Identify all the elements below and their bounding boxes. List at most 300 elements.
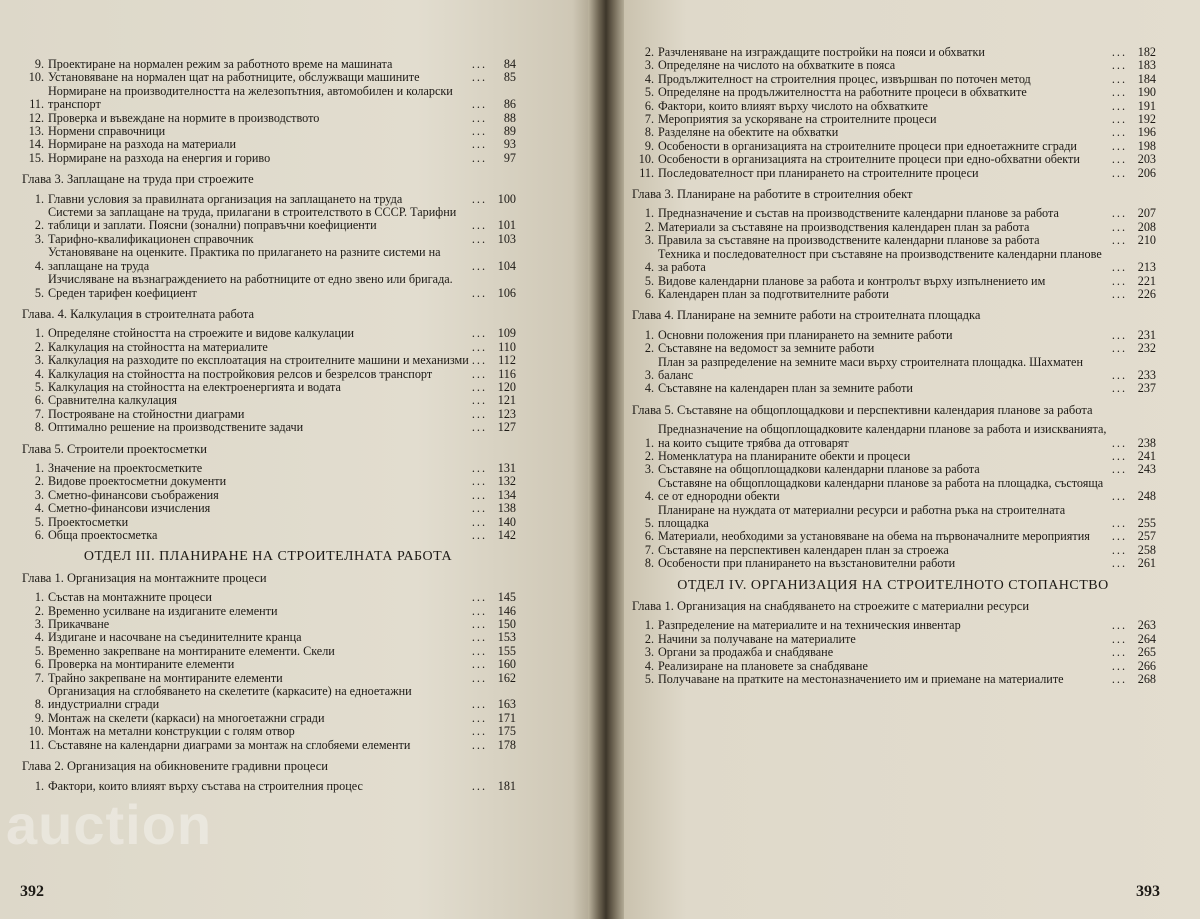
chapter-heading: Глава 2. Организация на обикновените градивни процеси — [22, 759, 328, 774]
entry-number: 6. — [34, 657, 44, 672]
entry-number: 14. — [28, 137, 44, 152]
entry-number: 8. — [34, 420, 44, 435]
entry-title: Монтаж на скелети (каркаси) на многоетажни сгради — [48, 710, 325, 725]
entry-page: 226 — [1137, 286, 1156, 301]
leader-dots: ... — [471, 285, 487, 300]
toc-entry — [20, 193, 516, 206]
entry-title: Начини за получаване на материалите — [658, 631, 856, 646]
entry-page: 134 — [497, 487, 516, 502]
toc-entry — [630, 153, 1156, 166]
entry-title: Видове календарни планове за работа и контролът върху изпълнението им — [658, 273, 1046, 288]
entry-title: Построяване на стойностни диаграми — [48, 406, 245, 421]
entry-page: 213 — [1137, 260, 1156, 275]
leader-dots: ... — [471, 617, 487, 632]
entry-number: 8. — [644, 556, 654, 571]
toc-entry — [20, 71, 516, 84]
entry-number: 15. — [28, 150, 44, 165]
entry-page: 160 — [497, 657, 516, 672]
entry-title: Проектосметки — [48, 514, 129, 529]
entry-number: 4. — [644, 260, 654, 275]
entry-page: 190 — [1137, 85, 1156, 100]
toc-entry — [20, 685, 516, 712]
toc-entry — [20, 502, 516, 515]
entry-number: 1. — [34, 191, 44, 206]
entry-page: 192 — [1137, 112, 1156, 127]
entry-number: 2. — [34, 474, 44, 489]
entry-page: 207 — [1137, 206, 1156, 221]
toc-entry — [630, 113, 1156, 126]
leader-dots: ... — [1111, 45, 1127, 59]
entry-number: 3. — [644, 233, 654, 248]
leader-dots: ... — [471, 339, 487, 354]
toc-entry — [20, 631, 516, 644]
entry-number: 3. — [644, 462, 654, 477]
entry-number: 8. — [644, 125, 654, 140]
entry-page: 97 — [503, 150, 516, 165]
toc-entry — [20, 712, 516, 725]
entry-page: 264 — [1137, 631, 1156, 646]
toc-entry — [20, 327, 516, 340]
entry-title: Нормиране на разхода на енергия и гориво — [48, 150, 271, 165]
leader-dots: ... — [471, 657, 487, 672]
entry-title: Калкулация на стойността на постройковия релсов и безрелсов транспорт — [48, 366, 433, 381]
entry-page: 206 — [1137, 165, 1156, 180]
entry-page: 248 — [1137, 489, 1156, 504]
entry-title: Съставяне на перспективен календарен план за строежа — [658, 542, 949, 557]
entry-title: Калкулация на разходите по експлоатация на строителните машини и механизми — [48, 353, 469, 368]
entry-page: 109 — [497, 326, 516, 341]
entry-title: Монтаж на метални конструкции с голям отвор — [48, 724, 295, 739]
toc-entry — [630, 73, 1156, 86]
part-heading: ОТДЕЛ IV. ОРГАНИЗАЦИЯ НА СТРОИТЕЛНОТО СТОПАНСТВО — [677, 577, 1109, 593]
entry-page: 86 — [503, 97, 516, 112]
entry-page: 181 — [497, 778, 516, 793]
entry-title: Материали за съставяне на производствения календарен план за работа — [658, 219, 1030, 234]
toc-entry — [20, 725, 516, 738]
leader-dots: ... — [471, 150, 487, 165]
entry-page: 121 — [497, 393, 516, 408]
toc-entry — [630, 46, 1156, 59]
entry-page: 84 — [503, 57, 516, 71]
entry-number: 5. — [644, 85, 654, 100]
entry-page: 203 — [1137, 152, 1156, 167]
leader-dots: ... — [471, 420, 487, 435]
entry-number: 3. — [644, 58, 654, 73]
entry-title: Фактори, които влияят върху състава на строителния процес — [48, 778, 363, 793]
entry-number: 4. — [34, 258, 44, 273]
entry-number: 1. — [644, 435, 654, 450]
toc-entry — [20, 516, 516, 529]
leader-dots: ... — [471, 487, 487, 502]
toc-entry — [630, 329, 1156, 342]
entry-title: Тарифно-квалификационен справочник — [48, 231, 254, 246]
entry-number: 5. — [644, 273, 654, 288]
leader-dots: ... — [1111, 233, 1127, 248]
leader-dots: ... — [471, 643, 487, 658]
entry-title: Разчленяване на изграждащите постройки на пояси и обхватки — [658, 45, 985, 59]
entry-page: 100 — [497, 191, 516, 206]
leader-dots: ... — [471, 218, 487, 233]
toc-entry — [630, 342, 1156, 355]
entry-title: Нормиране на производителността на железопътния, автомобилен и коларски транспорт — [48, 83, 453, 112]
entry-title: Състав на монтажните процеси — [48, 590, 212, 605]
entry-title: Органи за продажба и снабдяване — [658, 645, 834, 660]
leader-dots: ... — [1111, 435, 1127, 450]
entry-number: 2. — [644, 448, 654, 463]
entry-page: 123 — [497, 406, 516, 421]
entry-title: Съставяне на общоплощадкови календарни планове за работа — [658, 462, 980, 477]
entry-title: Обща проектосметка — [48, 528, 158, 542]
entry-number: 2. — [644, 45, 654, 59]
leader-dots: ... — [471, 697, 487, 712]
chapter-heading: Глава 3. Заплащане на труда при строежите — [22, 172, 254, 187]
entry-title: Прикачване — [48, 617, 110, 632]
leader-dots: ... — [471, 737, 487, 752]
leader-dots: ... — [471, 231, 487, 246]
leader-dots: ... — [471, 258, 487, 273]
toc-entry — [20, 591, 516, 604]
entry-title: Калкулация на стойността на материалите — [48, 339, 268, 354]
toc-entry — [630, 382, 1156, 395]
toc-entry — [630, 275, 1156, 288]
part-heading: ОТДЕЛ III. ПЛАНИРАНЕ НА СТРОИТЕЛНАТА РАБОТА — [83, 549, 453, 565]
entry-title: Установяване на оценките. Практика по прилагането на разните системи на заплащане на труда — [48, 245, 441, 273]
entry-number: 2. — [644, 341, 654, 356]
entry-number: 6. — [34, 528, 44, 542]
entry-number: 2. — [644, 631, 654, 646]
entry-page: 138 — [497, 501, 516, 516]
leader-dots: ... — [1111, 672, 1127, 687]
leader-dots: ... — [471, 137, 487, 152]
entry-title: Калкулация на стойността на електроенергията и водата — [48, 379, 341, 394]
leader-dots: ... — [471, 97, 487, 112]
entry-number: 10. — [28, 724, 44, 739]
entry-page: 127 — [497, 420, 516, 435]
entry-title: Проектиране на нормален режим за работното време на машината — [48, 57, 393, 71]
leader-dots: ... — [1111, 206, 1127, 221]
entry-number: 8. — [34, 697, 44, 712]
chapter-heading: Глава 3. Планиране на работите в строителния обект — [632, 187, 913, 202]
entry-page: 257 — [1137, 529, 1156, 544]
leader-dots: ... — [1111, 341, 1127, 356]
right-page — [596, 0, 1200, 919]
entry-page: 112 — [498, 353, 516, 368]
toc-entry — [630, 59, 1156, 72]
entry-title: Последователност при планирането на строителните процеси — [658, 165, 979, 180]
toc-entry — [630, 504, 1156, 531]
leader-dots: ... — [471, 710, 487, 725]
entry-page: 263 — [1137, 618, 1156, 633]
entry-page: 146 — [497, 603, 516, 618]
toc-entry — [630, 100, 1156, 113]
entry-number: 3. — [34, 231, 44, 246]
entry-number: 11. — [29, 97, 44, 112]
toc-entry — [20, 112, 516, 125]
entry-title: Сравнителна калкулация — [48, 393, 178, 408]
toc-entry — [20, 780, 516, 793]
leader-dots: ... — [1111, 138, 1127, 153]
entry-page: 265 — [1137, 645, 1156, 660]
entry-page: 120 — [497, 379, 516, 394]
leader-dots: ... — [471, 70, 487, 85]
entry-title: Мероприятия за ускоряване на строителните процеси — [658, 112, 937, 127]
entry-page: 103 — [497, 231, 516, 246]
leader-dots: ... — [1111, 448, 1127, 463]
entry-title: Значение на проектосметките — [48, 460, 203, 475]
leader-dots: ... — [471, 124, 487, 139]
entry-page: 258 — [1137, 542, 1156, 557]
toc-entry — [630, 557, 1156, 570]
entry-title: Оптимално решение на производствените задачи — [48, 420, 304, 435]
entry-title: Сметно-финансови изчисления — [48, 501, 211, 516]
entry-number: 9. — [34, 57, 44, 71]
entry-number: 4. — [34, 501, 44, 516]
leader-dots: ... — [1111, 529, 1127, 544]
entry-title: Изчисляване на възнаграждението на работниците от едно звено или бригада. Среден тарифен коефициент — [48, 272, 453, 300]
entry-title: Определяне на продължителността на работните процеси в обхватките — [658, 85, 1027, 100]
entry-number: 1. — [644, 327, 654, 342]
entry-title: Сметно-финансови съображения — [48, 487, 219, 502]
book-gutter — [588, 0, 624, 919]
entry-number: 1. — [34, 460, 44, 475]
entry-title: Съставяне на общоплощадкови календарни планове за работа на площадка, състояща се от еднородни обекти — [658, 475, 1104, 504]
toc-entry — [630, 207, 1156, 220]
entry-number: 4. — [34, 366, 44, 381]
entry-page: 89 — [503, 124, 516, 139]
toc-entry — [20, 381, 516, 394]
leader-dots: ... — [471, 353, 487, 368]
leader-dots: ... — [471, 110, 487, 125]
entry-title: Организация на сглобяването на скелетите (каркасите) на едноетажни индустриални сгради — [48, 684, 412, 712]
entry-number: 6. — [644, 98, 654, 113]
leader-dots: ... — [1111, 112, 1127, 127]
leader-dots: ... — [1111, 658, 1127, 673]
entry-page: 221 — [1137, 273, 1156, 288]
entry-number: 4. — [644, 489, 654, 504]
toc-entry — [630, 356, 1156, 383]
entry-page: 182 — [1137, 45, 1156, 59]
toc-entry — [630, 288, 1156, 301]
leader-dots: ... — [1111, 542, 1127, 557]
entry-page: 238 — [1137, 435, 1156, 450]
entry-number: 10. — [28, 70, 44, 85]
toc-entry — [630, 633, 1156, 646]
leader-dots: ... — [1111, 85, 1127, 100]
entry-number: 9. — [34, 710, 44, 725]
entry-title: Продължителност на строителния процес, извършван по поточен метод — [658, 71, 1031, 86]
leader-dots: ... — [471, 528, 487, 542]
toc-entry — [630, 248, 1156, 275]
entry-title: Реализиране на плановете за снабдяване — [658, 658, 868, 673]
entry-page: 155 — [497, 643, 516, 658]
entry-title: Предназначение и състав на производствените календарни планове за работа — [658, 206, 1059, 221]
entry-title: Календарен план за подготвителните работи — [658, 286, 889, 301]
entry-number: 10. — [638, 152, 654, 167]
entry-title: Получаване на пратките на местоназначението им и приемане на материалите — [658, 672, 1064, 687]
entry-page: 231 — [1137, 327, 1156, 342]
entry-page: 243 — [1137, 462, 1156, 477]
entry-page: 233 — [1137, 367, 1156, 382]
leader-dots: ... — [1111, 125, 1127, 140]
entry-number: 5. — [34, 643, 44, 658]
entry-number: 2. — [34, 603, 44, 618]
entry-page: 150 — [497, 617, 516, 632]
entry-page: 261 — [1137, 556, 1156, 571]
chapter-heading: Глава 4. Планиране на земните работи на строителната площадка — [632, 308, 981, 323]
entry-title: Номенклатура на планираните обекти и процеси — [658, 448, 911, 463]
entry-title: Определяне стойността на строежите и видове калкулации — [48, 326, 355, 341]
entry-page: 210 — [1137, 233, 1156, 248]
leader-dots: ... — [1111, 516, 1127, 530]
entry-page: 175 — [497, 724, 516, 739]
toc-entry — [20, 489, 516, 502]
entry-page: 266 — [1137, 658, 1156, 673]
entry-page: 132 — [497, 474, 516, 489]
entry-number: 1. — [34, 590, 44, 605]
entry-page: 131 — [497, 460, 516, 475]
entry-page: 232 — [1137, 341, 1156, 356]
chapter-heading: Глава 1. Организация на монтажните процеси — [22, 570, 267, 585]
toc-entry — [20, 421, 516, 434]
entry-page: 198 — [1137, 138, 1156, 153]
toc-entry — [20, 354, 516, 367]
entry-title: Техника и последователност при съставяне на производствените календарни планове за работа — [658, 246, 1102, 275]
entry-page: 255 — [1137, 516, 1156, 530]
entry-title: Издигане и насочване на съединителните кранца — [48, 630, 302, 645]
entry-number: 2. — [644, 219, 654, 234]
leader-dots: ... — [1111, 260, 1127, 275]
entry-number: 4. — [644, 658, 654, 673]
chapter-heading: Глава. 4. Калкулация в строителната работа — [22, 306, 255, 321]
toc-entry — [20, 605, 516, 618]
leader-dots: ... — [1111, 71, 1127, 86]
entry-page: 153 — [497, 630, 516, 645]
toc-entry — [20, 475, 516, 488]
toc-entry — [20, 206, 516, 233]
leader-dots: ... — [471, 590, 487, 605]
toc-entry — [20, 408, 516, 421]
toc-entry — [630, 646, 1156, 659]
leader-dots: ... — [471, 514, 487, 529]
leader-dots: ... — [1111, 462, 1127, 477]
chapter-heading: Глава 1. Организация на снабдяването на строежите с материални ресурси — [632, 599, 1030, 614]
entry-page: 178 — [497, 737, 516, 752]
chapter-heading: Глава 5. Строители проектосметки — [22, 441, 207, 456]
entry-page: 140 — [497, 514, 516, 529]
entry-number: 2. — [34, 218, 44, 233]
leader-dots: ... — [471, 57, 487, 71]
entry-page: 145 — [497, 590, 516, 605]
right-toc — [630, 46, 1156, 686]
toc-entry — [630, 450, 1156, 463]
entry-number: 1. — [644, 206, 654, 221]
leader-dots: ... — [1111, 273, 1127, 288]
leader-dots: ... — [471, 778, 487, 793]
entry-page: 237 — [1137, 381, 1156, 396]
entry-number: 1. — [34, 778, 44, 793]
toc-entry — [20, 58, 516, 71]
toc-entry — [20, 672, 516, 685]
entry-title: Съставяне на ведомост за земните работи — [658, 341, 875, 356]
entry-title: Особености в организацията на строителните процеси при едноетажните сгради — [658, 138, 1077, 153]
toc-entry — [20, 368, 516, 381]
leader-dots: ... — [471, 474, 487, 489]
page-number-right: 393 — [1136, 883, 1160, 900]
toc-entry — [630, 423, 1156, 450]
entry-title: Проверка на монтираните елементи — [48, 657, 235, 672]
entry-number: 5. — [34, 514, 44, 529]
entry-title: План за разпределение на земните маси върху строителната площадка. Шахматен баланс — [658, 354, 1083, 382]
leader-dots: ... — [1111, 98, 1127, 113]
watermark-logo: auction — [6, 793, 213, 856]
entry-title: Видове проектосметни документи — [48, 474, 227, 489]
entry-title: Съставяне на календарен план за земните работи — [658, 381, 913, 396]
toc-entry — [20, 138, 516, 151]
leader-dots: ... — [1111, 489, 1127, 504]
leader-dots: ... — [1111, 165, 1127, 180]
entry-title: Нормени справочници — [48, 124, 166, 139]
entry-page: 104 — [497, 258, 516, 273]
toc-entry — [630, 234, 1156, 247]
entry-number: 11. — [29, 737, 44, 752]
toc-entry — [630, 673, 1156, 686]
entry-number: 4. — [34, 630, 44, 645]
entry-title: Временно усилване на издиганите елементи — [48, 603, 278, 618]
leader-dots: ... — [471, 630, 487, 645]
toc-entry — [20, 273, 516, 300]
leader-dots: ... — [471, 191, 487, 206]
entry-number: 3. — [34, 617, 44, 632]
entry-number: 4. — [644, 381, 654, 396]
entry-page: 106 — [497, 285, 516, 300]
entry-title: Проверка и въвеждане на нормите в производството — [48, 110, 320, 125]
entry-title: Разделяне на обектите на обхватки — [658, 125, 839, 140]
entry-number: 3. — [644, 367, 654, 382]
leader-dots: ... — [471, 460, 487, 475]
entry-page: 184 — [1137, 71, 1156, 86]
entry-number: 6. — [644, 286, 654, 301]
entry-title: Определяне на числото на обхватките в пояса — [658, 58, 896, 73]
leader-dots: ... — [1111, 58, 1127, 73]
leader-dots: ... — [471, 379, 487, 394]
entry-title: Установяване на нормален щат на работниците, обслужващи машините — [48, 70, 420, 85]
toc-entry — [630, 530, 1156, 543]
entry-number: 6. — [644, 529, 654, 544]
entry-number: 2. — [34, 339, 44, 354]
entry-number: 7. — [34, 406, 44, 421]
entry-page: 116 — [498, 366, 516, 381]
toc-entry — [20, 85, 516, 112]
leader-dots: ... — [1111, 367, 1127, 382]
entry-title: Предназначение на общоплощадковите календарни планове за работа и изискванията, на които същите трябва да отговарят — [658, 422, 1107, 450]
entry-title: Главни условия за правилната организация на заплащането на труда — [48, 191, 403, 206]
leader-dots: ... — [471, 393, 487, 408]
toc-entry — [630, 140, 1156, 153]
leader-dots: ... — [1111, 152, 1127, 167]
left-toc — [20, 58, 516, 793]
entry-page: 183 — [1137, 58, 1156, 73]
entry-number: 1. — [644, 618, 654, 633]
entry-title: Съставяне на календарни диаграми за монтаж на сглобяеми елементи — [48, 737, 411, 752]
entry-title: Планиране на нуждата от материални ресурси и работна ръка на строителната площадка — [658, 502, 1066, 530]
toc-entry — [20, 618, 516, 631]
entry-number: 5. — [34, 379, 44, 394]
entry-number: 3. — [34, 353, 44, 368]
entry-number: 3. — [644, 645, 654, 660]
toc-entry — [630, 86, 1156, 99]
entry-number: 7. — [644, 542, 654, 557]
entry-title: Разпределение на материалите и на техническия инвентар — [658, 618, 961, 633]
